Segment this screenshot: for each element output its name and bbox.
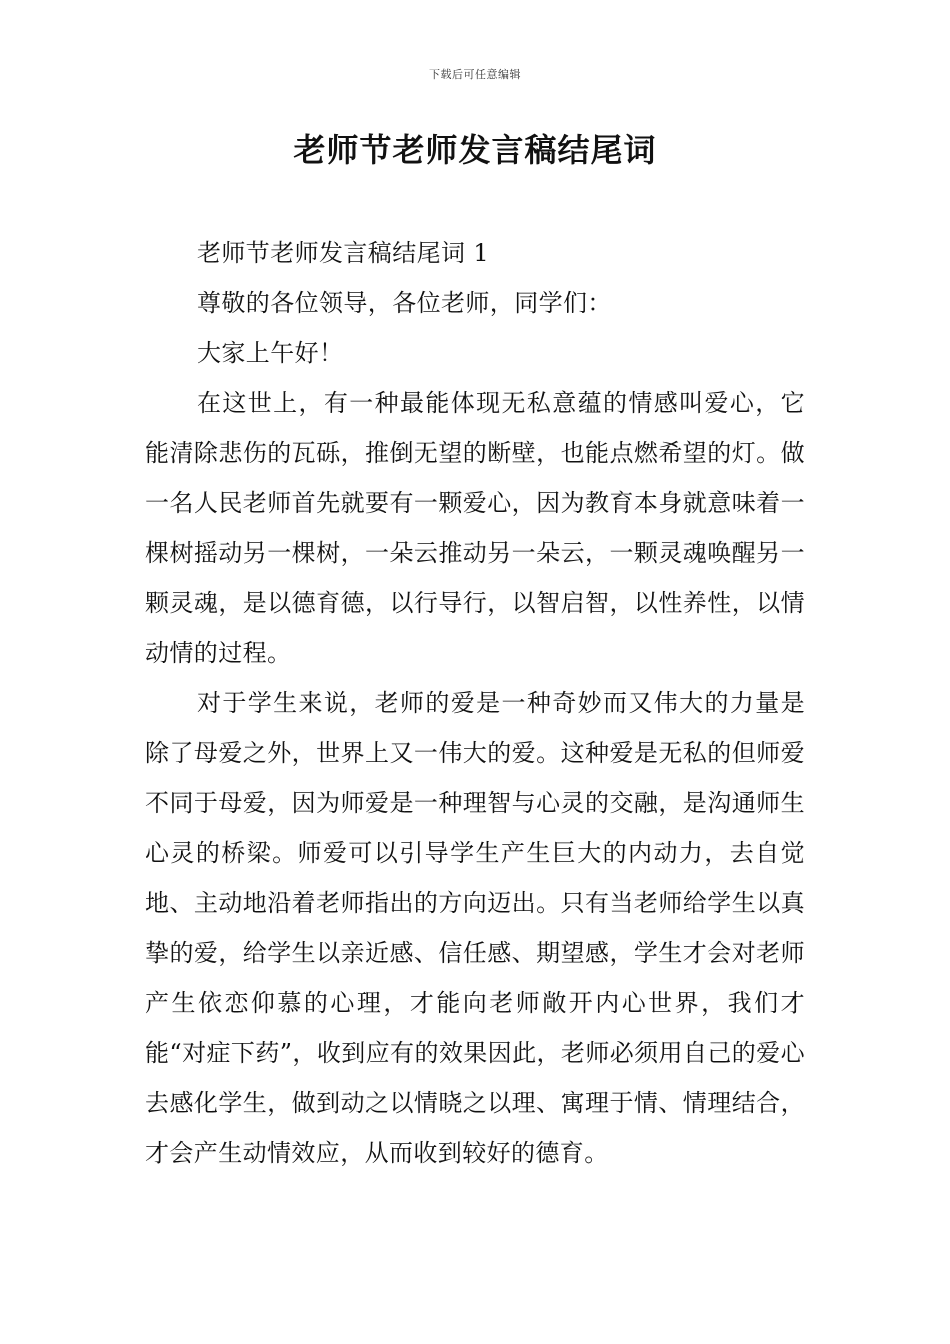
paragraph-2: 对于学生来说，老师的爱是一种奇妙而又伟大的力量是除了母爱之外，世界上又一伟大的爱。这种爱是无私的但师爱不同于母爱，因为师爱是一种理智与心灵的交融，是沟通师生心灵的桥梁。师爱可以引导学生产生巨大的内动力，去自觉地、主动地沿着老师指出的方向迈出。只有当老师给学生以真挚的爱，给学生以亲近感、信任感、期望感，学生才会对老师产生依恋仰慕的心理，才能向老师敞开内心世界，我们才能“对症下药”，收到应有的效果因此，老师必须用自己的爱心去感化学生，做到动之以情晓之以理、寓理于情、情理结合，才会产生动情效应，从而收到较好的德育。 <box>145 689 805 1167</box>
document-title: 老师节老师发言稿结尾词 <box>293 131 657 169</box>
header-note: 下载后可任意编辑 <box>429 68 521 81</box>
salutation: 尊敬的各位领导，各位老师，同学们： <box>197 289 612 317</box>
paragraph-1: 在这世上，有一种最能体现无私意蕴的情感叫爱心，它能清除悲伤的瓦砾，推倒无望的断壁，也能点燃希望的灯。做一名人民老师首先就要有一颗爱心，因为教育本身就意味着一棵树摇动另一棵树，一朵云推动另一朵云，一颗灵魂唤醒另一颗灵魂，是以德育德，以行导行，以智启智，以性养性，以情动情的过程。 <box>145 389 805 667</box>
greeting: 大家上午好！ <box>197 339 344 367</box>
document-body <box>145 228 805 1178</box>
document-subtitle: 老师节老师发言稿结尾词 1 <box>197 239 490 267</box>
